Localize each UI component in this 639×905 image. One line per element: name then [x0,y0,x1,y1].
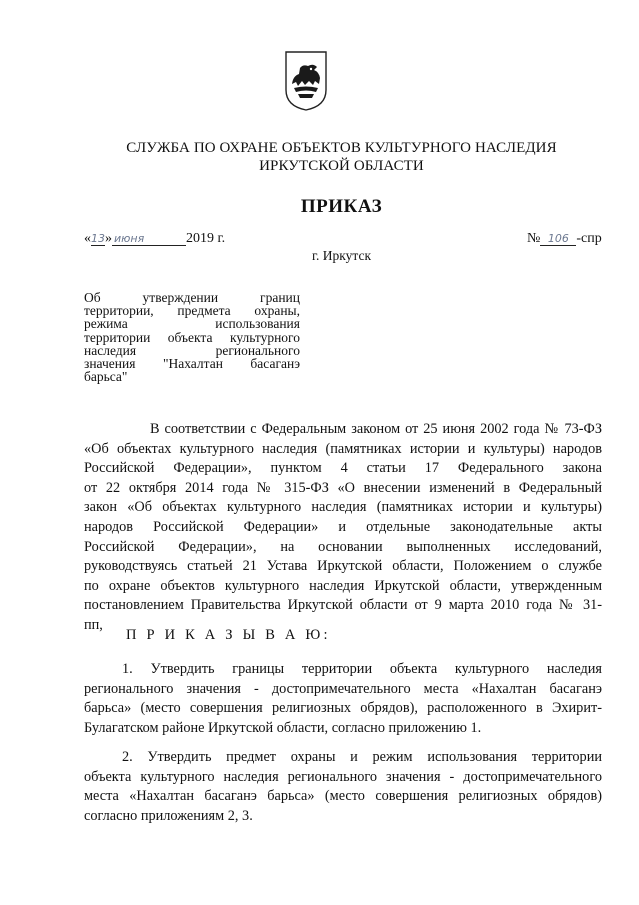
subject-line: режима использования [84,316,300,332]
subject-line: Об утверждении границ [84,290,300,305]
preamble-line: Российской Федерации», на основании выполненных исследований, [84,538,602,555]
preamble-line: от 22 октября 2014 года № 315-ФЗ «О внесении изменений в Федеральный [84,479,602,496]
number-suffix: -спр [576,231,602,246]
date-year: 2019 г. [186,231,226,246]
item-line: места «Нахалтан басаганэ барьса» (место совершения религиозных обрядов) [84,788,602,805]
handwritten-month: июня [112,233,186,246]
subject-line: значения "Нахалтан басаганэ [84,356,300,372]
city-name: г. Иркутск [312,248,371,263]
item-line: регионального значения - достопримечательного места «Нахалтан басаганэ [84,680,602,697]
preamble-line: по охране объектов культурного наследия Иркутской области, утвержденным [84,577,602,594]
preamble-line: В соответствии с Федеральным законом от 25 июня 2002 года № 73-ФЗ [150,421,602,437]
item-line: 2. Утвердить предмет охраны и режим использования территории [122,749,602,765]
item-line: 1. Утвердить границы территории объекта культурного наследия [122,661,602,677]
date-open-quote: « [84,231,91,246]
subject-line: барьса" [84,369,128,385]
document-title: ПРИКАЗ [300,196,383,217]
org-name-line1: СЛУЖБА ПО ОХРАНЕ ОБЪЕКТОВ КУЛЬТУРНОГО НАСЛЕДИЯ [126,140,557,156]
handwritten-day: 13 [91,232,105,245]
org-name-line2: ИРКУТСКОЙ ОБЛАСТИ [259,158,424,174]
preamble-line: Российской Федерации», пунктом 4 статьи 17 Федерального закона [84,460,602,477]
preamble-line: народов Российской Федерации» и отдельные законодательные акты [84,518,602,535]
subject-line: наследия регионального [84,342,300,358]
subject-line: территории объекта культурного [84,329,300,345]
preamble-line: закон «Об объектах культурного наследия (памятниках истории и культуры) [84,499,602,516]
order-subject [84,291,300,383]
item-line: согласно приложениям 2, 3. [84,807,253,824]
item-line: барьса» (место совершения религиозных обрядов), расположенного в Эхирит- [84,700,602,717]
coat-of-arms-icon [284,50,328,112]
preamble-line: руководствуясь статьей 21 Устава Иркутской области, Положением о службе [84,558,602,575]
order-item-1 [84,660,602,738]
order-word: П Р И К А З Ы В А Ю: [126,627,331,643]
preamble-line: пп, [84,616,103,633]
order-number [527,231,602,247]
subject-line: территории, предмета охраны, [84,303,300,319]
order-date [84,231,225,247]
date-close-quote: » [105,231,112,246]
item-line: объекта культурного наследия регионального значения - достопримечательного [84,768,602,785]
order-item-2 [84,748,602,826]
preamble-line: «Об объектах культурного наследия (памятниках истории и культуры) народов [84,440,602,457]
number-prefix: № [527,231,541,246]
preamble-paragraph [84,420,602,636]
item-line: Булагатском районе Иркутской области, согласно приложению 1. [84,719,482,736]
preamble-line: постановлением Правительства Иркутской области от 9 марта 2010 года № 31- [84,597,602,614]
handwritten-number: 106 [540,233,576,246]
